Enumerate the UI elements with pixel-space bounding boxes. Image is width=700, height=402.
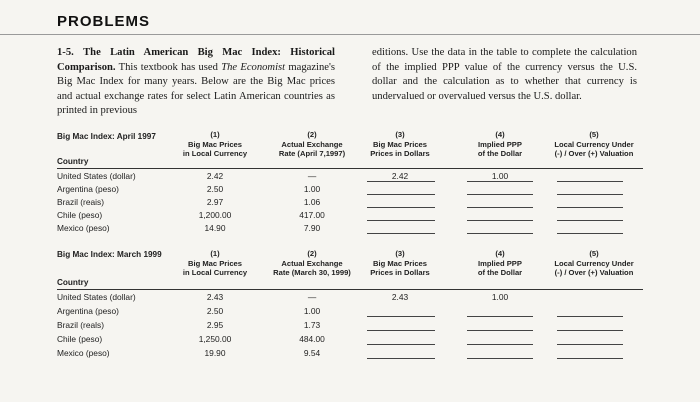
answer-blank <box>467 194 533 195</box>
table-row: Mexico (peso) 19.90 9.54 <box>57 348 643 360</box>
col-head-5: (5) Local Currency Under (-) / Over (+) Valuation <box>554 130 634 158</box>
answer-blank <box>367 233 435 234</box>
problem-intro-left <box>57 46 335 119</box>
table-title: Big Mac Index: March 1999 <box>57 250 162 259</box>
table-march-1999 <box>57 247 643 367</box>
answer-blank <box>367 316 435 317</box>
table-row: Chile (peso) 1,250.00 484.00 <box>57 334 643 346</box>
col-head-2: (2) Actual Exchange Rate (March 30, 1999) <box>273 249 351 277</box>
col-head-1: (1) Big Mac Prices in Local Currency <box>182 249 248 277</box>
col-head-4: (4) Implied PPP of the Dollar <box>477 249 523 277</box>
col-head-5: (5) Local Currency Under (-) / Over (+) Valuation <box>554 249 634 277</box>
problem-text-b: magazine's Big Mac Index for many years. Below are the Big Mac prices and actual exchange rates for select Latin American countries as printed in previous <box>57 61 335 117</box>
answer-blank <box>367 207 435 208</box>
answer-blank <box>557 220 623 221</box>
header-rule <box>57 289 643 290</box>
answer-blank <box>557 316 623 317</box>
col-head-3: (3) Big Mac Prices Prices in Dollars <box>370 130 430 158</box>
table-row: Chile (peso) 1,200.00 417.00 <box>57 210 643 222</box>
col-head-3: (3) Big Mac Prices Prices in Dollars <box>370 249 430 277</box>
answer-blank <box>367 181 435 182</box>
country-header: Country <box>57 157 89 166</box>
section-title: PROBLEMS <box>57 13 151 30</box>
answer-blank <box>367 220 435 221</box>
answer-blank <box>557 233 623 234</box>
answer-blank <box>367 358 435 359</box>
problem-number: 1-5. <box>57 47 74 58</box>
answer-blank <box>557 358 623 359</box>
answer-blank <box>467 220 533 221</box>
answer-blank <box>467 344 533 345</box>
problem-text-a: This textbook has used <box>118 61 218 73</box>
table-title: Big Mac Index: April 1997 <box>57 132 156 141</box>
country-header: Country <box>57 278 89 287</box>
col-head-4: (4) Implied PPP of the Dollar <box>477 130 523 158</box>
table-row: Argentina (peso) 2.50 1.00 <box>57 306 643 318</box>
table-row: United States (dollar) 2.42 — 2.42 1.00 <box>57 171 643 183</box>
answer-blank <box>467 233 533 234</box>
table-april-1997 <box>57 128 643 238</box>
answer-blank <box>467 316 533 317</box>
table-row: United States (dollar) 2.43 — 2.43 1.00 <box>57 292 509 302</box>
answer-blank <box>367 194 435 195</box>
page-header <box>0 0 700 35</box>
problem-text-c: editions. Use the data in the table to complete the calculation of the implied PPP value of the currency versus the U.S. dollar and the calculation as to whether that currency is undervalued or overvalued versus the U.S. dollar. <box>372 47 637 102</box>
problem-text-emph: The Economist <box>221 61 286 73</box>
answer-blank <box>557 330 623 331</box>
answer-blank <box>467 358 533 359</box>
answer-blank <box>467 181 533 182</box>
answer-blank <box>467 330 533 331</box>
answer-blank <box>557 344 623 345</box>
problem-title: The Latin American Big Mac Index: Historical Comparison. <box>57 47 335 73</box>
answer-blank <box>367 330 435 331</box>
table-row: Mexico (peso) 14.90 7.90 <box>57 223 643 235</box>
answer-blank <box>467 207 533 208</box>
answer-blank <box>557 194 623 195</box>
answer-blank <box>557 207 623 208</box>
table-row: Brazil (reais) 2.97 1.06 <box>57 197 643 209</box>
answer-blank <box>367 344 435 345</box>
problem-intro-right <box>372 46 637 104</box>
table-row: Brazil (reals) 2.95 1.73 <box>57 320 643 332</box>
col-head-1: (1) Big Mac Prices in Local Currency <box>182 130 248 158</box>
table-row: Argentina (peso) 2.50 1.00 <box>57 184 643 196</box>
col-head-2: (2) Actual Exchange Rate (April 7,1997) <box>278 130 346 158</box>
header-rule <box>57 168 643 169</box>
answer-blank <box>557 181 623 182</box>
